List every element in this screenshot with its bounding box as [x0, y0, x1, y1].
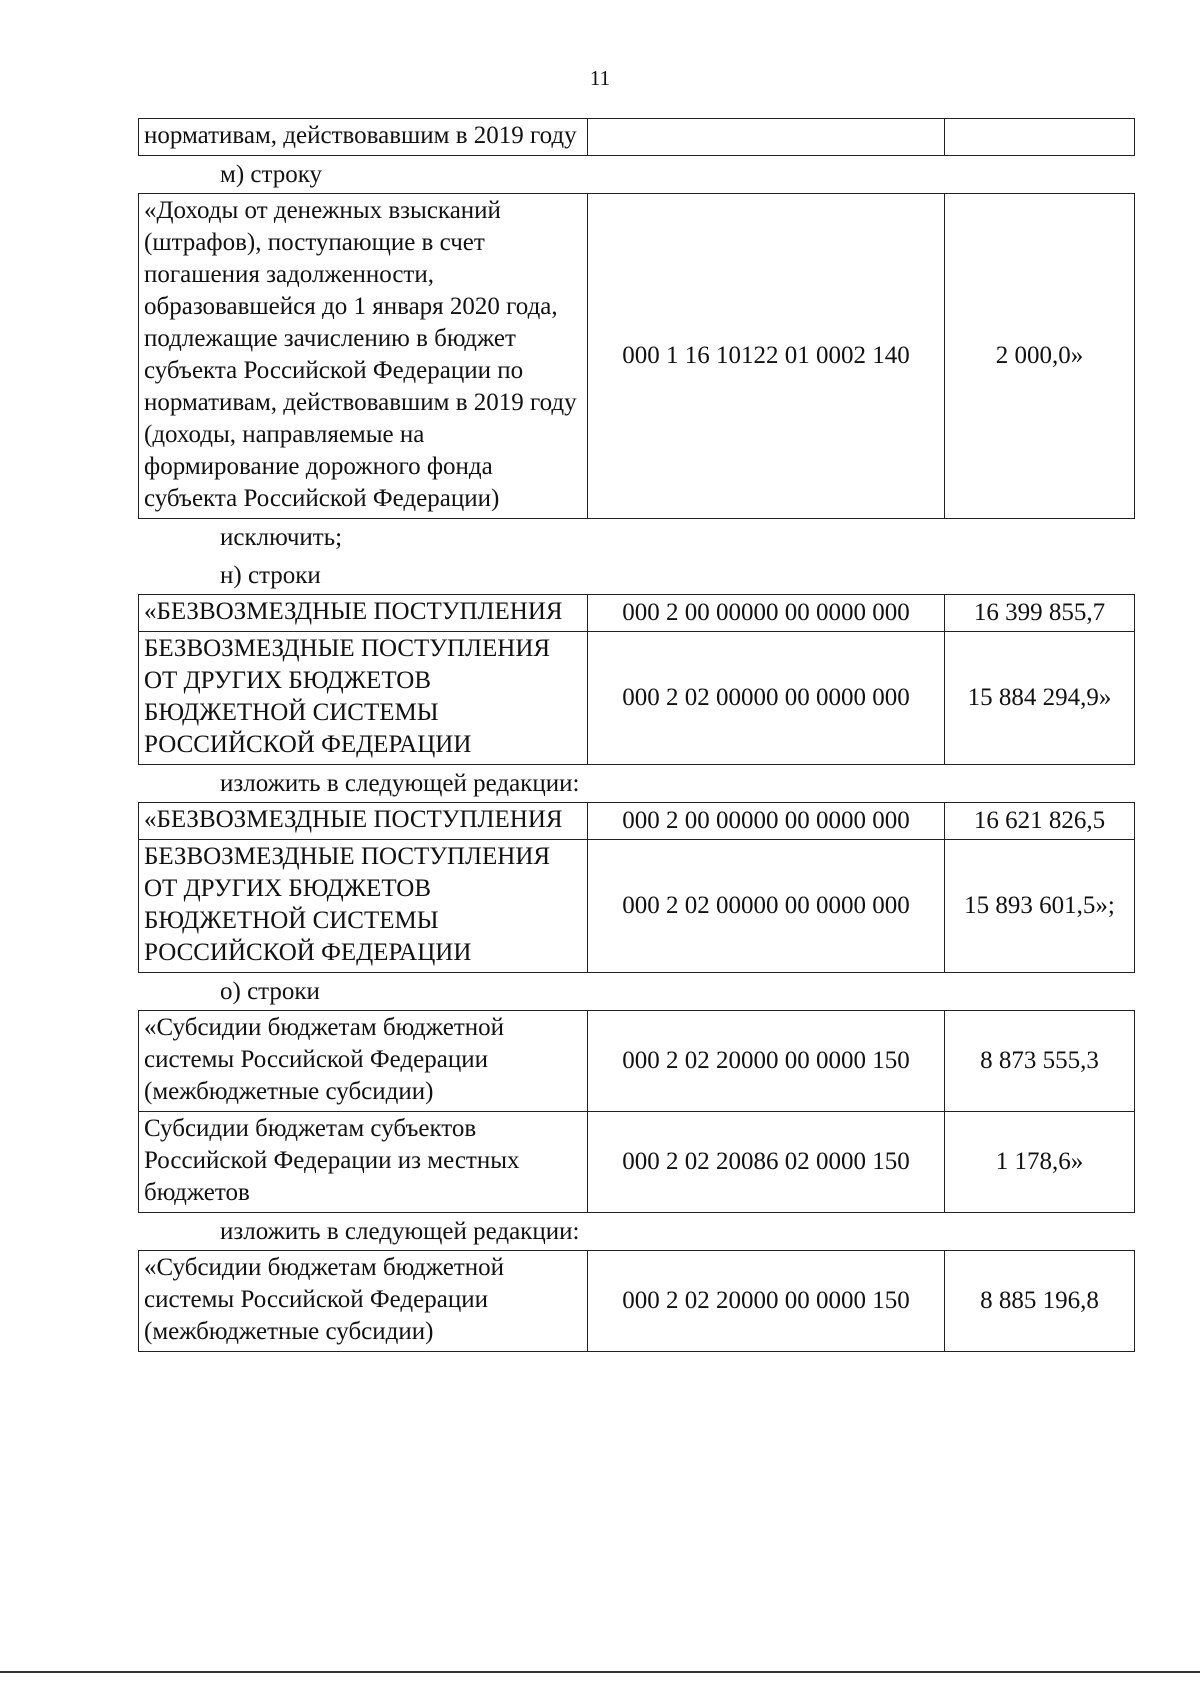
income-name-cell: «БЕЗВОЗМЕЗДНЫЕ ПОСТУПЛЕНИЯ — [139, 595, 588, 632]
table-row — [139, 1112, 1135, 1213]
page-number: 11 — [589, 66, 611, 90]
paragraph-new-edition: изложить в следующей редакции: — [220, 770, 580, 797]
budget-code-cell: 000 1 16 10122 01 0002 140 — [588, 194, 945, 519]
budget-code-cell: 000 2 02 20086 02 0000 150 — [588, 1112, 945, 1213]
budget-code-cell — [588, 119, 945, 156]
amount-cell: 8 885 196,8 — [945, 1251, 1135, 1352]
income-name-cell: Субсидии бюджетам субъектов Российской Федерации из местных бюджетов — [139, 1112, 588, 1213]
amount-cell: 8 873 555,3 — [945, 1011, 1135, 1112]
table-row — [139, 1251, 1135, 1352]
page-bottom-rule — [0, 1671, 1200, 1673]
table-row — [139, 194, 1135, 519]
budget-table-n-new — [138, 802, 1135, 973]
income-name-cell: БЕЗВОЗМЕЗДНЫЕ ПОСТУПЛЕНИЯ ОТ ДРУГИХ БЮДЖЕТОВ БЮДЖЕТНОЙ СИСТЕМЫ РОССИЙСКОЙ ФЕДЕРАЦИИ — [139, 840, 588, 973]
income-name-cell: «БЕЗВОЗМЕЗДНЫЕ ПОСТУПЛЕНИЯ — [139, 803, 588, 840]
paragraph-new-edition: изложить в следующей редакции: — [220, 1218, 580, 1245]
amount-cell: 15 884 294,9» — [945, 632, 1135, 765]
budget-code-cell: 000 2 00 00000 00 0000 000 — [588, 595, 945, 632]
income-name-cell: БЕЗВОЗМЕЗДНЫЕ ПОСТУПЛЕНИЯ ОТ ДРУГИХ БЮДЖЕТОВ БЮДЖЕТНОЙ СИСТЕМЫ РОССИЙСКОЙ ФЕДЕРАЦИИ — [139, 632, 588, 765]
budget-code-cell: 000 2 02 20000 00 0000 150 — [588, 1251, 945, 1352]
amount-cell: 2 000,0» — [945, 194, 1135, 519]
paragraph-exclude: исключить; — [220, 524, 343, 551]
budget-code-cell: 000 2 02 00000 00 0000 000 — [588, 632, 945, 765]
amount-cell — [945, 119, 1135, 156]
amount-cell: 15 893 601,5»; — [945, 840, 1135, 973]
income-name-cell: нормативам, действовавшим в 2019 году — [139, 119, 588, 156]
budget-table-o-new — [138, 1250, 1135, 1352]
budget-table-m — [138, 193, 1135, 519]
income-name-cell: «Субсидии бюджетам бюджетной системы Российской Федерации (межбюджетные субсидии) — [139, 1251, 588, 1352]
amount-cell: 1 178,6» — [945, 1112, 1135, 1213]
budget-table-o-old — [138, 1010, 1135, 1213]
table-row — [139, 632, 1135, 765]
budget-table-n-old — [138, 594, 1135, 765]
amount-cell: 16 621 826,5 — [945, 803, 1135, 840]
table-row — [139, 595, 1135, 632]
table-row — [139, 840, 1135, 973]
paragraph-n-rows: н) строки — [220, 562, 321, 589]
table-row — [139, 1011, 1135, 1112]
paragraph-m-row: м) строку — [220, 161, 323, 188]
budget-code-cell: 000 2 02 00000 00 0000 000 — [588, 840, 945, 973]
document-body — [138, 118, 1135, 1352]
paragraph-o-rows: о) строки — [220, 978, 320, 1005]
budget-code-cell: 000 2 02 20000 00 0000 150 — [588, 1011, 945, 1112]
table-row — [139, 803, 1135, 840]
income-name-cell: «Субсидии бюджетам бюджетной системы Российской Федерации (межбюджетные субсидии) — [139, 1011, 588, 1112]
table-row — [139, 119, 1135, 156]
budget-code-cell: 000 2 00 00000 00 0000 000 — [588, 803, 945, 840]
budget-table-continuation — [138, 118, 1135, 156]
income-name-cell: «Доходы от денежных взысканий (штрафов), поступающие в счет погашения задолженности, образовавшейся до 1 января 2020 года, подлежащие зачислению в бюджет субъекта Российской Федерации по нормативам, действовавшим в 2019 году (доходы, направляемые на формирование дорожного фонда субъекта Российской Федерации) — [139, 194, 588, 519]
amount-cell: 16 399 855,7 — [945, 595, 1135, 632]
